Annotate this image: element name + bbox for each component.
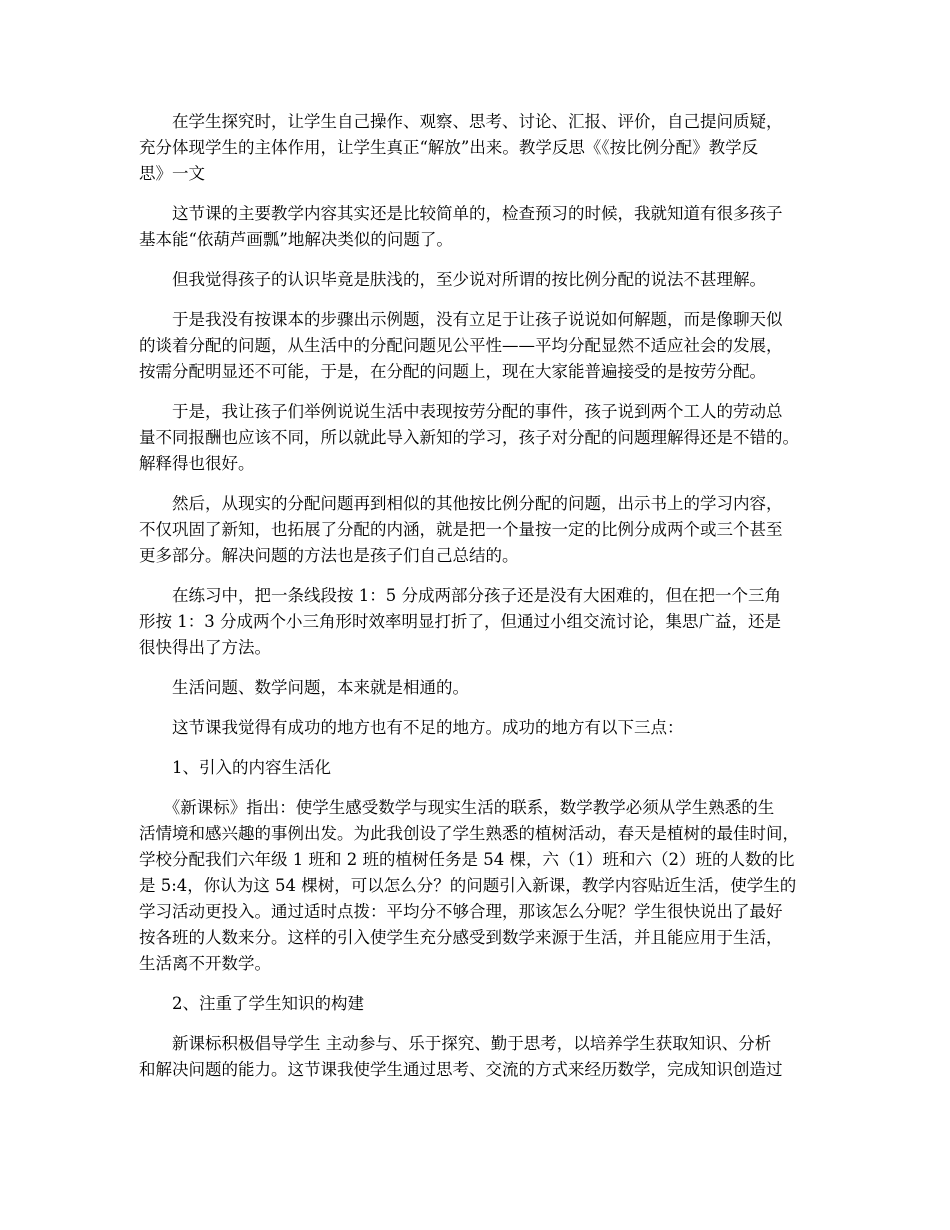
text-line: 1、引入的内容生活化 [139, 758, 331, 777]
paragraph-7 [139, 583, 819, 661]
paragraph-3 [139, 267, 819, 293]
text-line: 《新课标》指出：使学生感受数学与现实生活的联系，数学教学必须从学生熟悉的生 [139, 798, 775, 817]
text-line: 生活离不开数学。 [139, 954, 271, 973]
text-line: 这节课的主要教学内容其实还是比较简单的，检查预习的时候，我就知道有很多孩子 [139, 204, 783, 223]
text-line: 活情境和感兴趣的事例出发。为此我创设了学生熟悉的植树活动，春天是植树的最佳时间， [139, 824, 799, 843]
text-line: 不仅巩固了新知，也拓展了分配的内涵，就是把一个量按一定的比例分成两个或三个甚至 [139, 520, 783, 539]
text-line: 于是，我让孩子们举例说说生活中表现按劳分配的事件，孩子说到两个工人的劳动总 [139, 402, 783, 421]
document-body [139, 109, 819, 1097]
text-line: 学习活动更投入。通过适时点拨：平均分不够合理，那该怎么分呢？学生很快说出了最好 [139, 902, 783, 921]
text-line: 生活问题、数学问题，本来就是相通的。 [139, 678, 469, 697]
text-line: 更多部分。解决问题的方法也是孩子们自己总结的。 [139, 546, 519, 565]
paragraph-11 [139, 1031, 819, 1083]
paragraph-2 [139, 201, 819, 253]
text-line: 这节课我觉得有成功的地方也有不足的地方。成功的地方有以下三点： [139, 718, 684, 737]
text-line: 充分体现学生的主体作用，让学生真正“解放”出来。教学反思《《按比例分配》教学反 [139, 138, 759, 157]
paragraph-5 [139, 399, 819, 477]
paragraph-1 [139, 109, 819, 187]
text-line: 基本能“依葫芦画瓢”地解决类似的问题了。 [139, 230, 453, 249]
section-heading-1 [139, 755, 819, 781]
text-line: 的谈着分配的问题，从生活中的分配问题见公平性——平均分配显然不适应社会的发展， [139, 336, 783, 355]
text-line: 新课标积极倡导学生 主动参与、乐于探究、勤于思考，以培养学生获取知识、分析 [139, 1034, 772, 1053]
text-line: 按各班的人数来分。这样的引入使学生充分感受到数学来源于生活，并且能应用于生活， [139, 928, 783, 947]
section-heading-2 [139, 991, 819, 1017]
paragraph-8 [139, 675, 819, 701]
text-line: 思》一文 [139, 164, 205, 183]
text-line: 很快得出了方法。 [139, 638, 271, 657]
text-line: 在练习中，把一条线段按 1：5 分成两部分孩子还是没有大困难的，但在把一个三角 [139, 586, 781, 605]
text-line: 形按 1：3 分成两个小三角形时效率明显打折了，但通过小组交流讨论，集思广益，还是 [139, 612, 781, 631]
text-line: 在学生探究时，让学生自己操作、观察、思考、讨论、汇报、评价，自己提问质疑， [139, 112, 783, 131]
text-line: 按需分配明显还不可能，于是，在分配的问题上，现在大家能普遍接受的是按劳分配。 [139, 362, 766, 381]
text-line: 于是我没有按课本的步骤出示例题，没有立足于让孩子说说如何解题，而是像聊天似 [139, 310, 783, 329]
paragraph-9 [139, 715, 819, 741]
text-line: 解释得也很好。 [139, 454, 255, 473]
text-line: 但我觉得孩子的认识毕竟是肤浅的，至少说对所谓的按比例分配的说法不甚理解。 [139, 270, 766, 289]
text-line: 是 5:4，你认为这 54 棵树，可以怎么分？的问题引入新课，教学内容贴近生活，使学生的 [139, 876, 797, 895]
text-line: 和解决问题的能力。这节课我使学生通过思考、交流的方式来经历数学，完成知识创造过 [139, 1060, 783, 1079]
text-line: 量不同报酬也应该不同，所以就此导入新知的学习，孩子对分配的问题理解得还是不错的。 [139, 428, 799, 447]
paragraph-4 [139, 307, 819, 385]
text-line: 2、注重了学生知识的构建 [139, 994, 364, 1013]
paragraph-10 [139, 795, 819, 977]
text-line: 学校分配我们六年级 1 班和 2 班的植树任务是 54 棵，六（1）班和六（2）班的人数的比 [139, 850, 795, 869]
text-line: 然后，从现实的分配问题再到相似的其他按比例分配的问题，出示书上的学习内容， [139, 494, 783, 513]
paragraph-6 [139, 491, 819, 569]
